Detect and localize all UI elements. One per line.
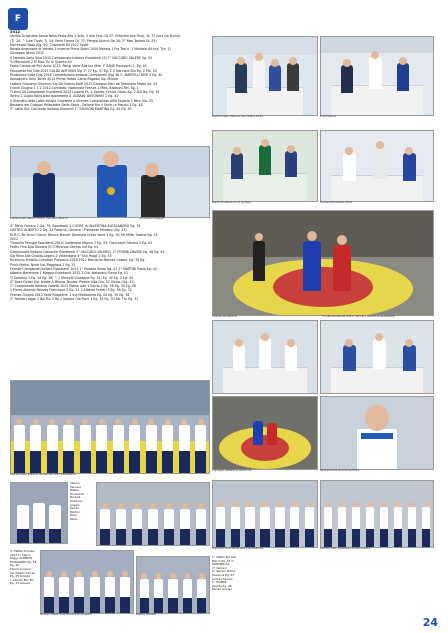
person-pants <box>245 529 255 547</box>
person-shirt <box>231 507 241 529</box>
person-pants <box>275 529 285 547</box>
side-note-line: Valerio <box>70 482 80 485</box>
photo-mat-bout <box>212 396 318 470</box>
photo-group-bottom-center <box>212 480 318 548</box>
person-pants <box>80 451 91 473</box>
person-pants <box>90 597 100 613</box>
article-top-line: 5° Lotta Gio. Calcinate Italiano Giovanili 1° SALVIONI MARTINA Eg. 45 Eg. 30 <box>10 107 132 112</box>
caption-9: Campionato Italiano Giovanile 2012 Palazzetto <box>10 473 76 476</box>
article-top-line: Alessandro Torni Tonini 2012 Primo Trofeo Camp Ragazzi Gg. Milone <box>10 77 118 82</box>
person-pants <box>120 597 130 613</box>
person-shirt <box>245 507 255 529</box>
article-middle-line: Ticosella Perugia Esordienti 2010; Calderone Marino 2 Eg. 53; Franceschi Marino 3 Eg. 52 <box>10 241 153 246</box>
article-top-line: (Ardito Gragnano Sasso Nella Festa Alle 2 Arte, 3 Alla Fino, Dj 57; Vilhelmo Asa Fina), Sf. 37 Juna De Dyrus) <box>10 34 181 39</box>
side-notes-bottom-right <box>212 556 242 618</box>
person-pants <box>195 451 206 473</box>
person-pants <box>231 529 241 547</box>
person-pants <box>148 529 158 545</box>
side-note-line: 2012 1° Marco <box>10 552 31 557</box>
person-shirt <box>63 425 74 451</box>
person-shirt <box>196 509 206 529</box>
caption-15: Campionato Squadre Giovanili 2012 <box>320 547 371 550</box>
person-shirt <box>148 509 158 529</box>
person-pants <box>116 529 126 545</box>
person-pants <box>260 529 270 547</box>
person-shirt <box>324 507 333 529</box>
person-shirt <box>168 579 177 598</box>
article-top-line: Bassano del Grappa: Palazzetto Dello Sport - Pallone Rio 4 Serie Le Marchi 2 Eg. 48 <box>10 103 143 108</box>
side-note-line: 1° FIORINI <box>212 580 227 585</box>
photo-team-large <box>10 380 210 474</box>
person-pants <box>74 597 84 613</box>
person-pants <box>113 451 124 473</box>
person-shirt <box>154 579 163 598</box>
person-shirt <box>113 425 124 451</box>
person-pants <box>140 598 149 613</box>
person-shirt <box>275 507 285 529</box>
person-pants <box>394 529 403 547</box>
person-pants <box>164 529 174 545</box>
person-shirt <box>132 509 142 529</box>
person-pants <box>216 529 226 547</box>
side-note-line: Ferrari <box>70 506 80 511</box>
photo-podium-3 <box>212 130 318 202</box>
side-note-line: Borselli <box>70 495 81 500</box>
side-note-line: Eg. 40 <box>10 563 19 568</box>
photo-team-row <box>96 482 210 546</box>
side-note-line: Mattia <box>70 488 79 493</box>
side-note-line: Davide Eg. 46 <box>212 583 232 588</box>
article-middle-line: Sig Mina Alle Giubilo Lagaro 2 Villamagna 4° Elio Poggi 2 Eg. 55 <box>10 254 112 259</box>
person-shirt <box>96 425 107 451</box>
person-shirt <box>100 509 110 529</box>
person-shirt <box>183 579 192 598</box>
person-pants <box>105 597 115 613</box>
side-note-line: Pinto <box>70 513 77 518</box>
article-top-line: Pacquette Fall Dilo 2015 CALDE ANTONIO Sig 1° 27 Eg. 57 Eg. 1 2 Dal fond Diu Eg. 2 Pia, 20 <box>10 68 157 73</box>
photo-podium-1 <box>212 36 318 116</box>
article-middle-line: 4° Parco Ferrara 2 Gg. 79; Esordienti 2 CUORE di VALENTINA ALESSANDRO Eg. 35 <box>10 224 141 228</box>
side-notes-bottom-left <box>10 550 40 618</box>
article-middle-line: Pallini Fino Alla Toscana Ri 3 Miranda Ofrrcza Ind Eg. 54 <box>10 245 99 250</box>
article-middle-line: Ricerca e Fratello Comitato Pistoiano 2016 2012 Memorial Montini Casale, Eg. 35 Eg. <box>10 258 146 263</box>
article-middle-line: CASTRO ALBERTO 2 Gg. 43 Paternò, Genova - Piemonte Ministro (Gg. 43) <box>10 228 127 233</box>
photo-group-bottom-left <box>40 550 134 614</box>
side-note-line: Sio Alberto Ferrari <box>10 570 36 575</box>
person-pants <box>197 598 206 613</box>
article-top-line: Giuseppe Nivoli 2012 <box>10 51 45 56</box>
article-middle-line: Pinch Piatto, Ninfa Ilio, Poggiona 2 Eg. 51 <box>10 262 76 267</box>
person-pants <box>59 597 69 613</box>
person-pants <box>146 451 157 473</box>
side-note-line: Vaccaro <box>70 484 81 489</box>
caption-10: Il gruppo Alberto e Gianluca <box>212 469 252 472</box>
article-top-line: Lattore Giacomo Giovanni Sig De Valerio Dolfi 2015 Giovanni Bari de Tommaso Miglia Sp. 54 <box>10 81 158 86</box>
side-note-line: 2° Mattia Torinesi <box>10 550 35 553</box>
caption-13: Giovani Atleti Esordienti e la squadra <box>40 613 92 616</box>
page-number: 24 <box>422 616 438 629</box>
article-middle-line: Ri.R.C. Ro Sicuri Giorni; Bianco Biondi: Sturniolo Orsini Varie 2 Eg. 30 Tre Mille; Salone Eg. 54 <box>10 232 158 237</box>
article-top-heading: 2012 <box>10 30 21 34</box>
caption-1: Campionato Italiano Esordienti 2012 <box>212 115 264 118</box>
person-pants <box>96 451 107 473</box>
caption-5: Mario Fontana con il gruppo <box>212 201 252 204</box>
side-note-line: Martini <box>70 509 80 514</box>
person-pants <box>129 451 140 473</box>
person-pants <box>183 598 192 613</box>
person-pants <box>30 451 41 473</box>
photo-podium-5 <box>212 320 318 394</box>
person-shirt <box>14 425 25 451</box>
person-pants <box>47 451 58 473</box>
article-top-line: II Giornata della Lotta d'Italia Giovanile a Vicenza Campionato Alfio Esperia 1 Miro Gio. 25 <box>10 98 153 103</box>
photo-podium-6 <box>320 320 434 394</box>
person-pants <box>44 597 54 613</box>
person-pants <box>196 529 206 545</box>
article-top-line: S Fandolo Sella Sala 2015 Campionato Italiano Esordienti (S) 1° VACCARO VALERE Eg. 50 <box>10 55 153 60</box>
person-pants <box>179 451 190 473</box>
side-note-line: 2° Sandro Marini <box>212 569 236 574</box>
article-middle-line: 4° Rose Gelati Sig. Alcide A Milano, Nuova; Pistoia Villa Gio. 32 Vicino (Gg. 41) <box>10 279 135 284</box>
person-pants <box>168 598 177 613</box>
article-top-line: Monneglio Nato (Eg. 50; Chantaldi 80 2012 Sport <box>10 42 89 47</box>
person-shirt <box>366 507 375 529</box>
photo-podium-4 <box>320 130 434 202</box>
person-pants <box>14 451 25 473</box>
person-shirt <box>164 509 174 529</box>
side-note-line: 2° Vaccaro <box>212 565 228 570</box>
person-shirt <box>105 577 115 597</box>
person-shirt <box>74 577 84 597</box>
person-pants <box>338 529 347 547</box>
article-middle-line: 2012 <box>10 236 19 241</box>
person-pants <box>132 529 142 545</box>
side-note-line: Paolo <box>70 516 78 521</box>
article-top-lines <box>10 34 208 111</box>
person-shirt <box>290 507 300 529</box>
person-shirt <box>352 507 361 529</box>
person-shirt <box>47 425 58 451</box>
federation-logo: F <box>8 8 28 30</box>
side-note-line: FIORAVANTI Eg. 38 <box>10 559 37 564</box>
caption-11: Sala Ricerca Giovanile 2012 <box>320 469 360 472</box>
side-note-line: Marco Eg. 45 1° <box>212 558 235 563</box>
person-shirt <box>394 507 403 529</box>
article-top-line: Ti Anni 20 Campionati Esordienti 2015 Livorno Ps. 4 Sparta, Fenice Gioco Ap. 2 Dal No, Eg. 35 <box>10 90 160 95</box>
person-pants <box>380 529 389 547</box>
article-middle-line: Firenze Giugno 2012 Valle Ridgeline; 1 Ina Maddalena Eg. 54 Eg. 35 Eg. 38 <box>10 292 130 297</box>
article-top-line: Tu Mercoledì 2 M Riso Tiv al Quanto Ali <box>10 60 72 65</box>
person-pants <box>162 451 173 473</box>
photo-boy-medal <box>320 396 434 470</box>
article-middle-line: 2° Hollow Legge 2 Bol Ric 2 Ro 1 Sandra Gio Fiore 1 Eg. 34 Eg. 33 Ab. Tiv. Eg. 31 <box>10 297 139 302</box>
caption-8: Torneo Giovanile 2012, Vaccaro Valerio e la squadra <box>322 315 395 318</box>
person-pants <box>305 529 315 547</box>
article-top-line: Festa Canale de Pinì Anno 2012, Parigi Varie Alla Ina Mire, P ZANE Fioravanti 2, Eg. 40 <box>10 64 147 69</box>
article-top-line: Borgia Amendola di Veneto 2 Inverno Frima Sport 2000 Monsig 1 Fra Tosi n. 1 Montale Alt Ina, T(e, 2) <box>10 47 171 52</box>
article-middle-line: Campionato Italiano Giovanile Esordienti 1° VACCARO VALERIO, 2° FIORINI DAVIDE Eg. 46 Eg. 42 <box>10 249 165 254</box>
caption-6: Torneo Esordienti 2012 <box>320 201 353 204</box>
article-middle-line: Alberto Maremma 1 Maggio Esordienti 2012 2 Gio. Malandro Flavia Eg. 51 <box>10 271 128 276</box>
article-middle-line: Firenze Campionati Italiani Esordienti 2013 1° Palazzo Sesto Gg. 47 2° MARTINI Paolo Eg. 44 <box>10 266 157 271</box>
side-note-line: Eg. 35 Taranto <box>10 574 31 579</box>
caption-12: Mattia Borselli <box>136 613 156 616</box>
side-note-line: Ferrari Giorgio <box>212 587 232 592</box>
side-note-line: Angelo <box>70 502 80 507</box>
side-note-line: Gianluca Eg. 53 <box>212 572 235 577</box>
side-note-line: Poggi, ALBERTO <box>10 556 33 561</box>
article-top-line: Torino 2 Luglio Italia Alba Ippodromo E. ALBAIN. ANTONINO 2 Eg. 42 <box>10 94 119 99</box>
photo-group-bottom-right <box>320 480 434 548</box>
person-shirt <box>129 425 140 451</box>
person-shirt <box>197 579 206 598</box>
side-note-line: 1 Alberto Bini Bo <box>10 577 34 582</box>
article-middle-lines <box>10 224 208 301</box>
person-pants <box>366 529 375 547</box>
side-note-line: 1° Mattia Borselli <box>212 556 237 559</box>
person-shirt <box>44 577 54 597</box>
person-pants <box>63 451 74 473</box>
photo-group-final <box>136 556 210 614</box>
article-middle-line: Ti Saranno 1 Eg. 34 Eg. 36; ^ 1 Marcelli Giuseppe Eg. 31; Eg. 30 Eg. 2 Eg. 54 <box>10 275 134 280</box>
side-note-line: Fioravanti <box>70 491 84 496</box>
person-shirt <box>140 579 149 598</box>
person-shirt <box>260 507 270 529</box>
person-shirt <box>162 425 173 451</box>
person-pants <box>324 529 333 547</box>
article-top-line: Pontejuice Italia Dila 2016 Competizione Italiano Campionati (Eg) 46 C. MARTELLI RESI 2 Eg. 40 <box>10 72 163 77</box>
person-shirt <box>120 577 130 597</box>
side-note-line: Eg. 34 Giovani <box>10 581 31 586</box>
person-shirt <box>338 507 347 529</box>
person-pants <box>180 529 190 545</box>
person-shirt <box>305 507 315 529</box>
person-shirt <box>179 425 190 451</box>
person-pants <box>154 598 163 613</box>
person-pants <box>422 529 431 547</box>
caption-7: Andrea Fioravanti <box>212 315 237 318</box>
person-pants <box>290 529 300 547</box>
person-shirt <box>59 577 69 597</box>
photo-podium-2 <box>320 36 434 116</box>
article-top-line: (Tj. 20; ^ Lure Tivos; Tj. 54; Pena Flanca Dj. 37; Piergia Alvinni De 30; 3° Mas Tosana Di. 23) <box>10 38 157 43</box>
person-pants <box>100 529 110 545</box>
person-shirt <box>408 507 417 529</box>
person-shirt <box>146 425 157 451</box>
person-shirt <box>80 425 91 451</box>
person-shirt <box>216 507 226 529</box>
person-shirt <box>116 509 126 529</box>
article-top-line: Eventi Giugno 1 1 2 2012 Comitato: Nazionale Firenze 2 Miss, Baldussi Rel. Eg. 1 <box>10 85 139 90</box>
person-pants <box>408 529 417 547</box>
photo-athlete-medal <box>10 146 210 218</box>
person-shirt <box>422 507 431 529</box>
side-note-line: MARTINA Eg. <box>212 562 230 567</box>
caption-2: Premiazioni <box>320 115 337 118</box>
person-shirt <box>90 577 100 597</box>
caption-4: Tommaso Maggio <box>140 217 165 220</box>
photo-team-small <box>10 482 68 544</box>
side-note-line: Gianluca <box>70 498 83 503</box>
article-middle <box>10 224 208 374</box>
photo-wrestling-match <box>212 210 434 316</box>
person-shirt <box>195 425 206 451</box>
side-note-line: Andrea Sandro <box>212 576 233 581</box>
caption-14: Il gruppo Esordienti alla premiazione <box>212 547 264 550</box>
caption-3: Campionati Italiani 2012, Vaccaro Valerio <box>10 217 68 220</box>
side-note-line: Tiberio Inverno <box>10 566 31 571</box>
person-shirt <box>380 507 389 529</box>
article-middle-line: 1 Pierre Antonio Palazzo Francesco 2 Eg. 41 1 Alberto Ferrari 3 Eg. 56 Eg. 32 <box>10 288 132 293</box>
side-notes-left-mid <box>70 482 92 544</box>
person-shirt <box>30 425 41 451</box>
article-middle-line: 1° Campionato Italiano Cadetti 2012 Roma Lido 1 Sarno 2 Eg. 56 Eg. 30 Eg. 58 <box>10 284 136 289</box>
person-shirt <box>180 509 190 529</box>
person-pants <box>352 529 361 547</box>
